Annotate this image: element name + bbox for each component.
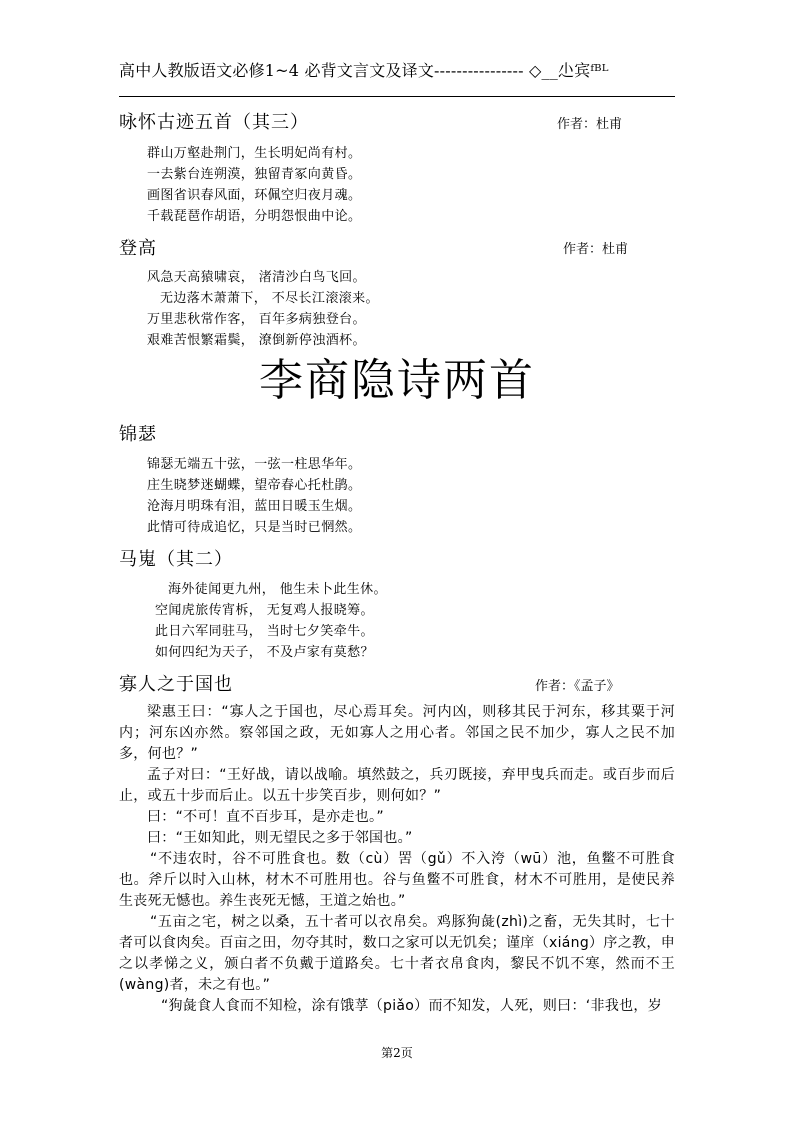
poem-author-denggao: 作者：杜甫 [563,242,629,257]
poem-line: 沧海月明珠有泪，蓝田日暖玉生烟。 [147,499,362,514]
prose-paragraph: 孟子对曰：“王好战，请以战喻。填然鼓之，兵刃既接，弃甲曳兵而走。或百步而后止，或五十步而后止。以五十步笑百步，则何如？” [119,767,675,804]
prose-paragraph: “五亩之宅，树之以桑，五十者可以衣帛矣。鸡豚狗彘(zhì)之畜，无失其时，七十者可以食肉矣。百亩之田，勿夺其时，数口之家可以无饥矣；谨庠（xiáng）序之教，申之以孝悌之义，颁白者不负戴于道路矣。七十者衣帛食肉，黎民不饥不寒，然而不王(wàng)者，未之有也。” [119,914,675,993]
poem-title-denggao: 登高 [119,238,157,259]
header-divider [119,96,675,97]
poem-line: 千载琵琶作胡语，分明怨恨曲中论。 [147,209,362,224]
prose-paragraph: “不违农时，谷不可胜食也。数（cù）罟（gǔ）不入洿（wū）池，鱼鳖不可胜食也。斧斤以时入山林，材木不可胜用也。谷与鱼鳖不可胜食，材木不可胜用，是使民养生丧死无憾也。养生丧死无憾，王道之始也。” [119,851,675,909]
poem-line: 无边落木萧萧下， 不尽长江滚滚来。 [160,291,379,306]
poem-author-yonghuai: 作者：杜甫 [557,117,623,132]
section-title: 李商隐诗两首 [259,355,535,406]
poem-line: 群山万壑赴荆门，生长明妃尚有村。 [147,146,362,161]
page-header: 高中人教版语文必修1~4 必背文言文及译文---------------- ◇__尐宾ᶠᴮᴸ [119,61,609,80]
prose-paragraph: “狗彘食人食而不知检，涂有饿莩（piǎo）而不知发，人死，则曰：‘非我也，岁 [161,998,663,1014]
poem-title-jinse: 锦瑟 [119,424,157,445]
poem-line: 一去紫台连朔漠，独留青冢向黄昏。 [147,167,362,182]
poem-line: 如何四纪为天子， 不及卢家有莫愁？ [155,645,374,660]
poem-line: 庄生晓梦迷蝴蝶，望帝春心托杜鹃。 [147,478,362,493]
poem-line: 此情可待成追忆，只是当时已惘然。 [147,520,362,535]
poem-line: 此日六军同驻马， 当时七夕笑牵牛。 [155,624,374,639]
page-number: 第2页 [381,1046,413,1060]
prose-paragraph: 曰：“不可！直不百步耳，是亦走也。” [147,809,384,825]
poem-line: 艰难苦恨繁霜鬓， 潦倒新停浊酒杯。 [147,333,366,348]
poem-line: 风急天高猿啸哀， 渚清沙白鸟飞回。 [147,270,366,285]
prose-paragraph: 曰：“王如知此，则无望民之多于邻国也。” [147,830,413,846]
prose-paragraph: 梁惠王曰：“寡人之于国也，尽心焉耳矣。河内凶，则移其民于河东，移其粟于河内；河东凶亦然。察邻国之政，无如寡人之用心者。邻国之民不加少，寡人之民不加多，何也？” [119,704,675,762]
poem-line: 画图省识春风面，环佩空归夜月魂。 [147,188,362,203]
poem-line: 空闻虎旅传宵柝， 无复鸡人报晓筹。 [155,603,374,618]
poem-line: 海外徒闻更九州， 他生未卜此生休。 [168,582,387,597]
prose-title: 寡人之于国也 [119,674,233,695]
poem-line: 锦瑟无端五十弦，一弦一柱思华年。 [147,457,362,472]
prose-author: 作者：《孟子》 [535,679,620,694]
poem-line: 万里悲秋常作客， 百年多病独登台。 [147,312,366,327]
poem-title-mawei: 马嵬（其二） [119,549,233,570]
poem-title-yonghuai: 咏怀古迹五首（其三） [119,112,309,133]
